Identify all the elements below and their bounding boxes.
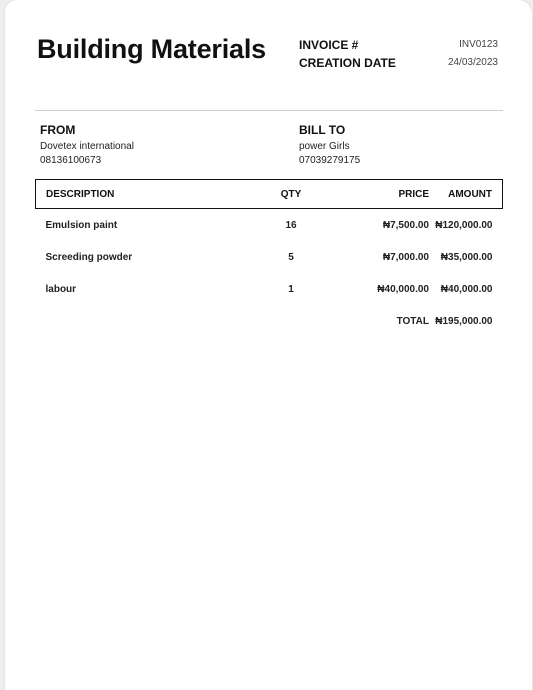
row-price: ₦7,500.00: [382, 219, 429, 231]
column-header-description: DESCRIPTION: [36, 180, 252, 209]
total-spacer: [36, 305, 252, 337]
row-amount: ₦40,000.00: [440, 283, 493, 295]
table-row: [36, 241, 503, 273]
invoice-number-value: INV0123: [459, 39, 498, 50]
row-description: Emulsion paint: [45, 219, 118, 231]
total-spacer: [251, 305, 331, 337]
column-header-qty: QTY: [251, 180, 331, 209]
bill-to-name: power Girls: [299, 141, 350, 152]
column-header-price: PRICE: [331, 180, 429, 209]
total-label: TOTAL: [396, 315, 429, 327]
total-value: ₦195,000.00: [435, 315, 493, 327]
row-amount: ₦120,000.00: [435, 219, 493, 231]
row-qty: 5: [288, 251, 294, 263]
creation-date-label: CREATION DATE: [299, 56, 396, 70]
creation-date-value: 24/03/2023: [447, 57, 498, 68]
row-price: ₦7,000.00: [382, 251, 429, 263]
row-description: labour: [45, 283, 77, 295]
from-heading: FROM: [40, 123, 76, 137]
from-name: Dovetex international: [40, 141, 134, 152]
header-divider: [35, 110, 503, 111]
invoice-title: Building Materials: [37, 34, 266, 64]
total-row: [36, 305, 503, 337]
row-description: Screeding powder: [45, 251, 133, 263]
table-row: [36, 209, 503, 242]
row-qty: 16: [285, 219, 297, 231]
table-header-row: [36, 180, 503, 209]
row-qty: 1: [288, 283, 294, 295]
invoice-number-label: INVOICE #: [299, 38, 359, 52]
column-header-amount: AMOUNT: [429, 180, 503, 209]
row-amount: ₦35,000.00: [440, 251, 493, 263]
invoice-sheet: [5, 0, 532, 690]
bill-to-heading: BILL TO: [299, 123, 346, 137]
bill-to-section: [299, 123, 360, 168]
from-phone: 08136100673: [40, 155, 102, 166]
line-items-table: [35, 179, 503, 337]
table-row: [36, 273, 503, 305]
row-price: ₦40,000.00: [377, 283, 429, 295]
from-section: [40, 123, 134, 168]
bill-to-phone: 07039279175: [299, 155, 361, 166]
